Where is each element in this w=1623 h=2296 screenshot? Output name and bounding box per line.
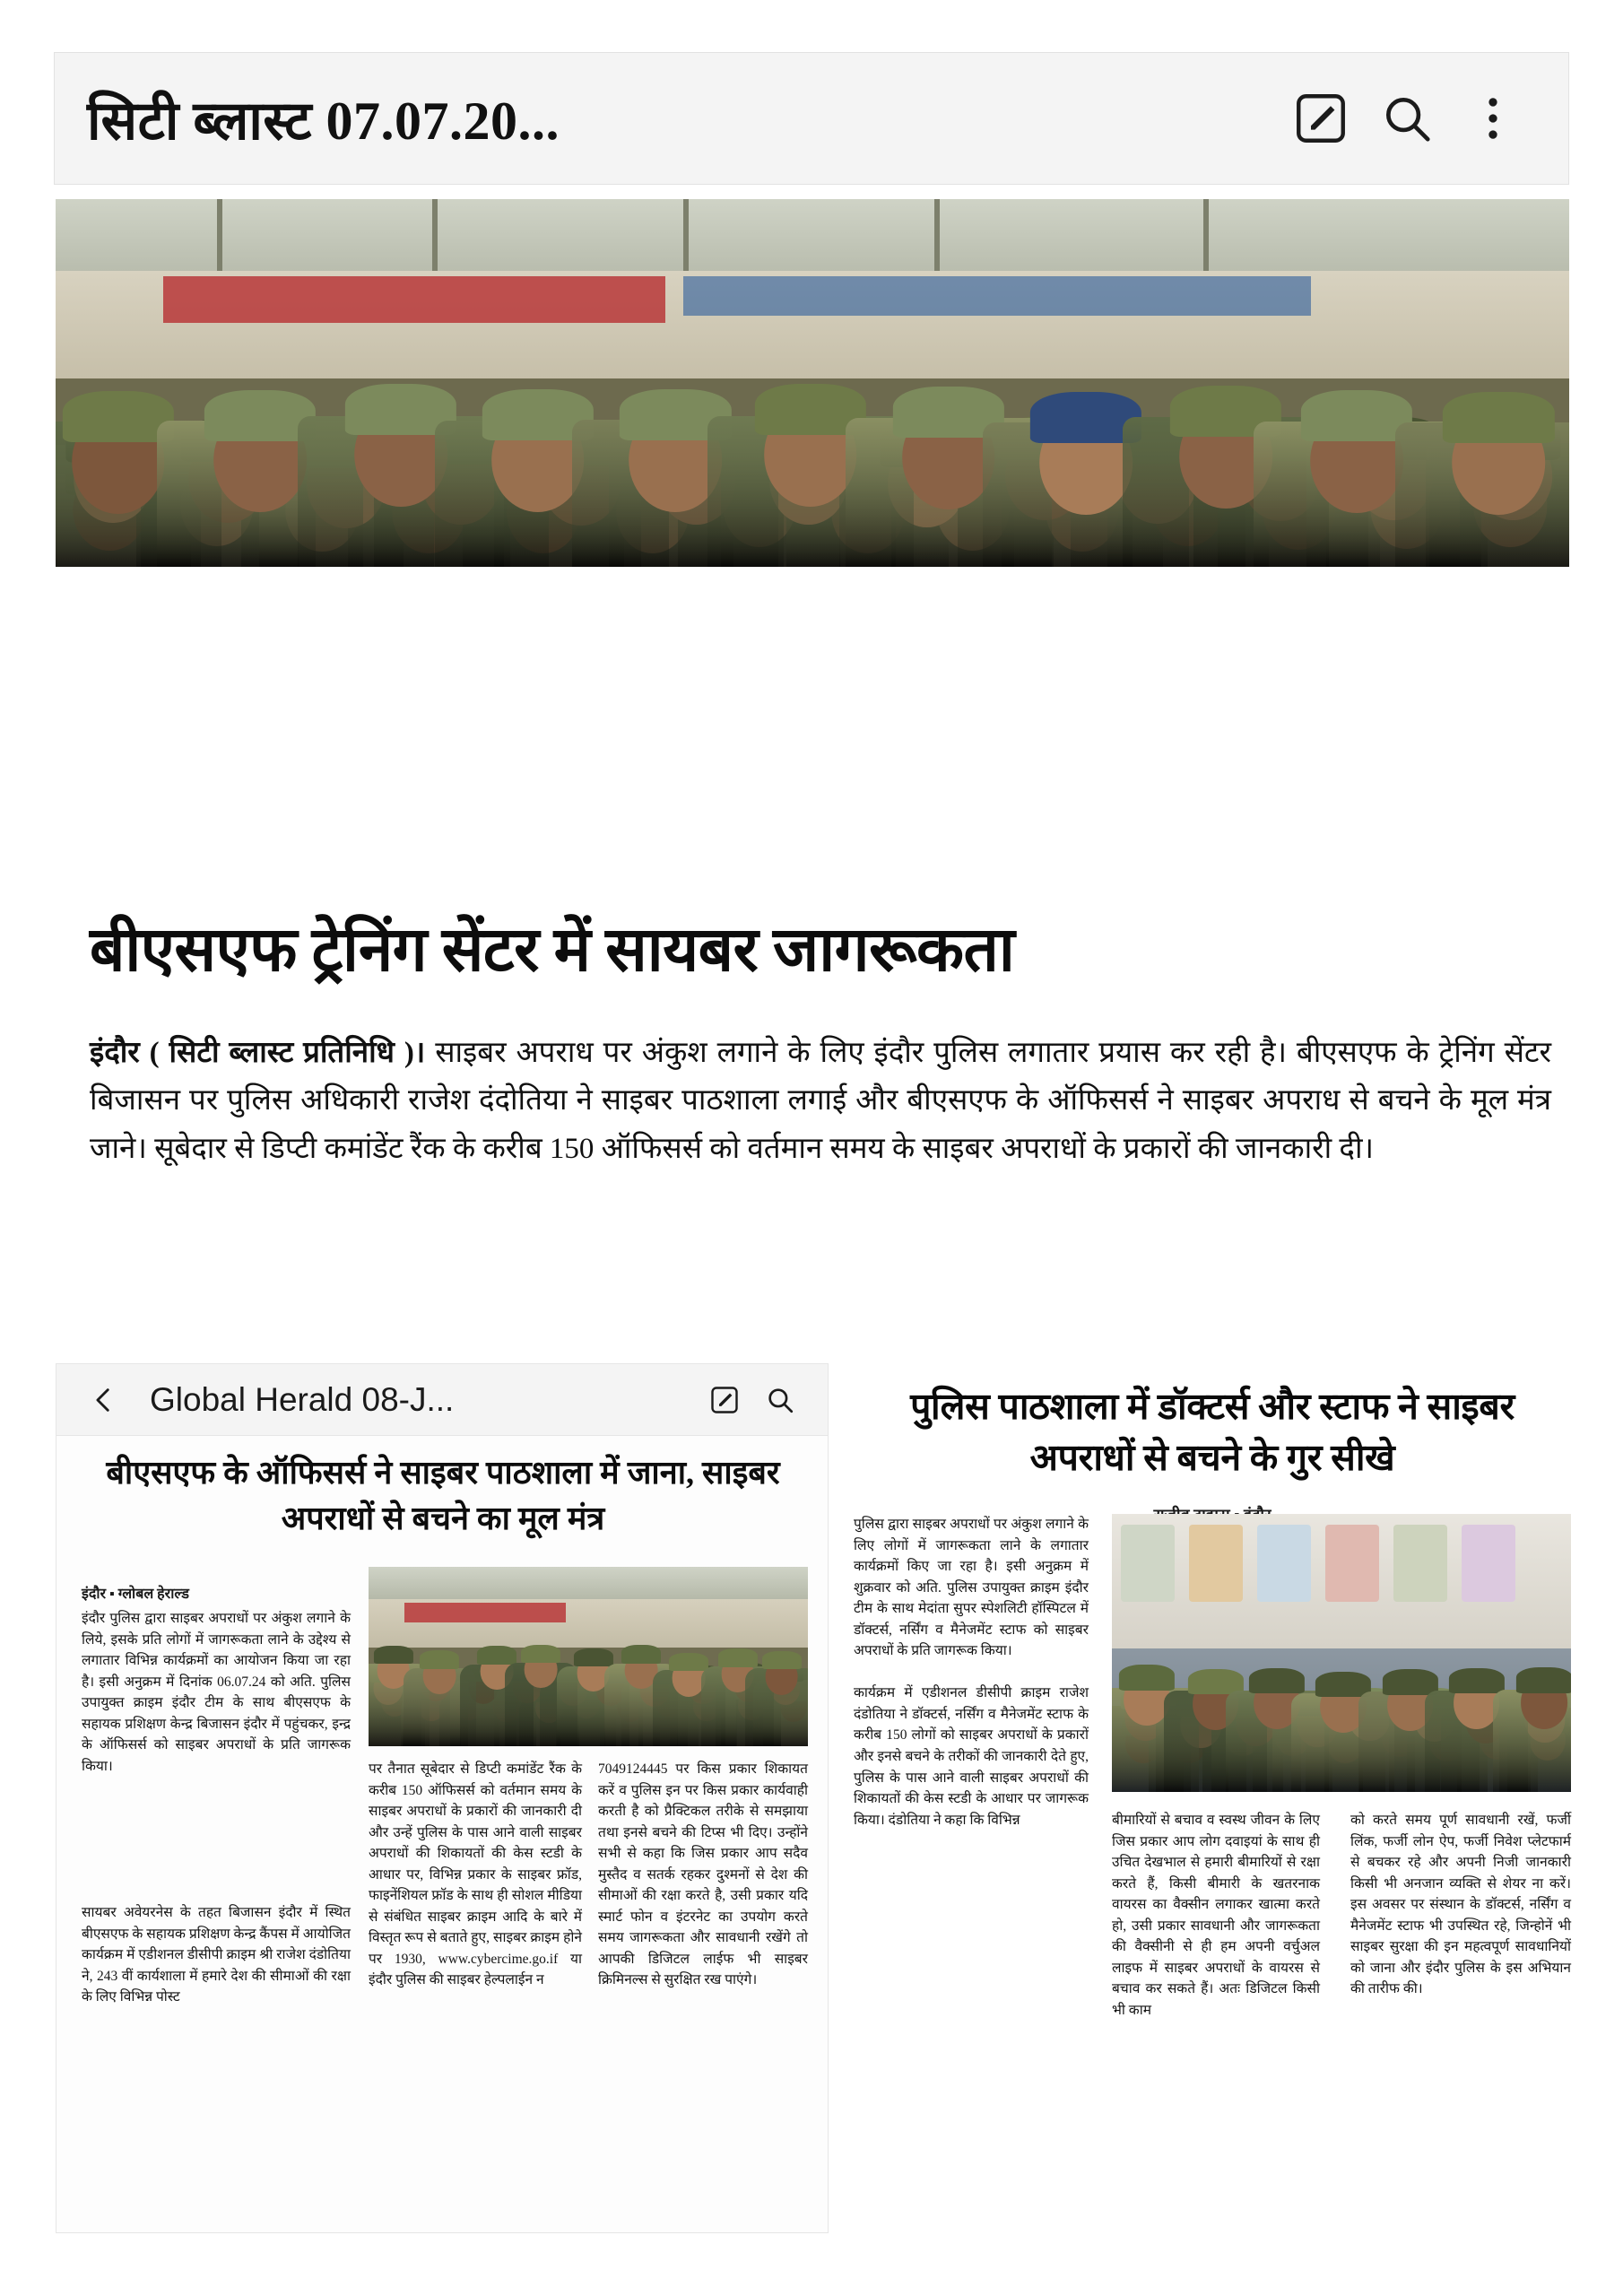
photo-ceiling xyxy=(56,199,1569,274)
page-title: सिटी ब्लास्ट 07.07.20... xyxy=(87,91,560,151)
right-article-panel xyxy=(854,1381,1571,2233)
left-article-photo xyxy=(369,1567,808,1746)
left-column-1-lower: सायबर अवेयरनेस के तहत बिजासन इंदौर में स्थित बीएसएफ के सहायक प्रशिक्षण केन्द्र कैंपस में आयोजित कार्यक्रम में एडीशनल डीसीपी क्राइम श्री राजेश दंडोतिया ने, 243 वीं कार्यशाला में हमारे देश की सीमाओं की रक्षा के लिए विभिन्न पोस्ट xyxy=(82,1905,351,2005)
right-column-2: बीमारियों से बचाव व स्वस्थ जीवन के लिए जिस प्रकार आप लोग दवाइयां के साथ ही उचित देखभाल से हमारी बीमारियों से रक्षा करते हैं, किसी बीमारी के खतरनाक वायरस का वैक्सीन लगाकर खात्मा करते हो, उसी प्रकार सावधानी और जागरूकता की वैक्सीनी से ही हम अपनी वर्चुअल लाइफ में साइबर अपराधों के वायरस से बचाव कर सकते हैं। अतः डिजिटल किसी भी काम xyxy=(1112,1813,1320,2018)
photo-banner-blue xyxy=(683,276,1311,316)
left-article-panel xyxy=(56,1363,829,2233)
photo-crowd xyxy=(56,316,1569,567)
back-arrow-icon[interactable] xyxy=(76,1372,132,1428)
search-icon[interactable] xyxy=(752,1372,808,1428)
left-column-3: 7049124445 पर किस प्रकार शिकायत करें व पुलिस इन पर किस प्रकार कार्यवाही करती है को प्रैक्टिकल तरीके से समझाया तथा इनसे बचने की टिप्स भी दिए। उन्होंने सभी से कहा कि जिस प्रकार आप सदैव मुस्तैद व सतर्क रहकर दुश्मनों से देश की सीमाओं की रक्षा करते है, उसी प्रकार यदि स्मार्ट फोन व इंटरनेट का उपयोग करते समय जागरूकता और सावधानी रखेंगे तो आपकी डिजिटल लाईफ भी साइबर क्रिमिनल्स से सुरक्षित रख पाएंगे। xyxy=(598,1761,808,1988)
hero-dateline: इंदौर ( सिटी ब्लास्ट प्रतिनिधि )। xyxy=(90,1037,426,1069)
crowd-figure xyxy=(1493,1637,1571,1792)
left-byline: इंदौर ▪ ग्लोबल हेराल्ड xyxy=(82,1587,189,1602)
right-article-photo xyxy=(1112,1514,1571,1792)
right-column-1-text: पुलिस द्वारा साइबर अपराधों पर अंकुश लगाने के लिए लोगों में जागरूकता लाने के लगातार कार्यक्रमों किए जा रहा है। इसी अनुक्रम में शुक्रवार को अति. पुलिस उपायुक्त क्राइम इंदौर टीम के साथ मेदांता सुपर स्पेशलिटी हॉस्पिटल में डॉक्टर्स, नर्सिंग व मैनेजमेंट स्टाफ को साइबर अपराधों के प्रति जागरूक किया। xyxy=(854,1517,1089,1659)
left-panel-title: Global Herald 08-J... xyxy=(150,1380,455,1418)
app-bar xyxy=(54,52,1569,185)
right-column-1-lower: कार्यक्रम में एडीशनल डीसीपी क्राइम राजेश दंडोतिया ने डॉक्टर्स, नर्सिंग व मैनेजमेंट स्टाफ के करीब 150 लोगों को साइबर अपराधों के प्रकारों और इनसे बचने के तरीकों की जानकारी देते हुए, पुलिस के पास आने वाली साइबर अपराधों की शिकायतों की केस स्टडी के आधार पर जागरूक किया। दंडोतिया ने कहा कि विभिन्न xyxy=(854,1685,1089,1828)
hero-photo xyxy=(56,199,1569,567)
search-icon[interactable] xyxy=(1364,75,1450,161)
crowd-figure xyxy=(1395,348,1569,567)
crowd-figure xyxy=(745,1629,808,1746)
more-vertical-icon[interactable] xyxy=(1450,75,1536,161)
compose-icon[interactable] xyxy=(1278,75,1364,161)
compose-icon[interactable] xyxy=(697,1372,752,1428)
left-headline: बीएसएफ के ऑफिसर्स ने साइबर पाठशाला में जाना, साइबर अपराधों से बचने का मूल मंत्र xyxy=(106,1455,780,1537)
left-column-1: इंदौर पुलिस द्वारा साइबर अपराधों पर अंकुश लगाने के लिये, इसके प्रति लोगों में जागरूकता लाने के उद्देश्य से लगातार विभिन्न कार्यक्रमों का आयोजन किया जा रहा है। इसी अनुक्रम में दिनांक 06.07.24 को अति. पुलिस उपायुक्त क्राइम इंदौर टीम के साथ बीएसएफ के सहायक प्रशिक्षण केन्द्र बिजासन इंदौर में पहुंचकर, इन्द्र के ऑफिसर्स को साइबर अपराधों के प्रति जागरूक किया। xyxy=(82,1611,351,1774)
left-panel-appbar xyxy=(56,1364,828,1436)
right-headline: पुलिस पाठशाला में डॉक्टर्स और स्टाफ ने साइबर अपराधों से बचने के गुर सीखे xyxy=(910,1386,1515,1479)
hero-headline: बीएसएफ ट्रेनिंग सेंटर में सायबर जागरूकता xyxy=(90,916,1015,984)
left-column-2: पर तैनात सूबेदार से डिप्टी कमांडेंट रैंक के करीब 150 ऑफिसर्स को वर्तमान समय के साइबर अपराधों के प्रकारों की जानकारी दी और उन्हें पुलिस के पास आने वाली साइबर अपराधों की शिकायतों की केस स्टडी के आधार पर, विभिन्न प्रकार के साइबर फ्रॉड, फाइनेंशियल फ्रॉड के साथ ही सोशल मीडिया से संबंधित साइबर क्राइम आदि के बारे में विस्तृत रूप से बताते हुए, साइबर क्राइम होने पर 1930, www.cybercime.go.if या इंदौर पुलिस की साइबर हेल्पलाईन न xyxy=(369,1761,582,1988)
hero-body xyxy=(90,1030,1551,1173)
right-column-1 xyxy=(854,1514,1089,1831)
right-column-3: को करते समय पूर्ण सावधानी रखें, फर्जी लिंक, फर्जी लोन ऐप, फर्जी निवेश प्लेटफार्म से बचकर रहे और अपनी निजी जानकारी किसी भी अनजान व्यक्ति से शेयर ना करें। इस अवसर पर संस्थान के डॉक्टर्स, नर्सिंग व मैनेजमेंट स्टाफ भी उपस्थित रहे, जिन्होनें भी साइबर सुरक्षा की इन महत्वपूर्ण सावधानियों को जाना और इंदौर पुलिस के इस अभियान की तारीफ की। xyxy=(1350,1813,1571,1997)
hero-body-text: साइबर अपराध पर अंकुश लगाने के लिए इंदौर पुलिस लगातार प्रयास कर रही है। बीएसएफ के ट्रेनिंग सेंटर बिजासन पर पुलिस अधिकारी राजेश दंदोतिया ने साइबर पाठशाला लगाई और बीएसएफ के ऑफिसर्स ने साइबर अपराध से बचने के मूल मंत्र जाने। सूबेदार से डिप्टी कमांडेंट रैंक के करीब 150 ऑफिसर्स को वर्तमान समय के साइबर अपराधों के प्रकारों की जानकारी दी। xyxy=(90,1037,1552,1165)
